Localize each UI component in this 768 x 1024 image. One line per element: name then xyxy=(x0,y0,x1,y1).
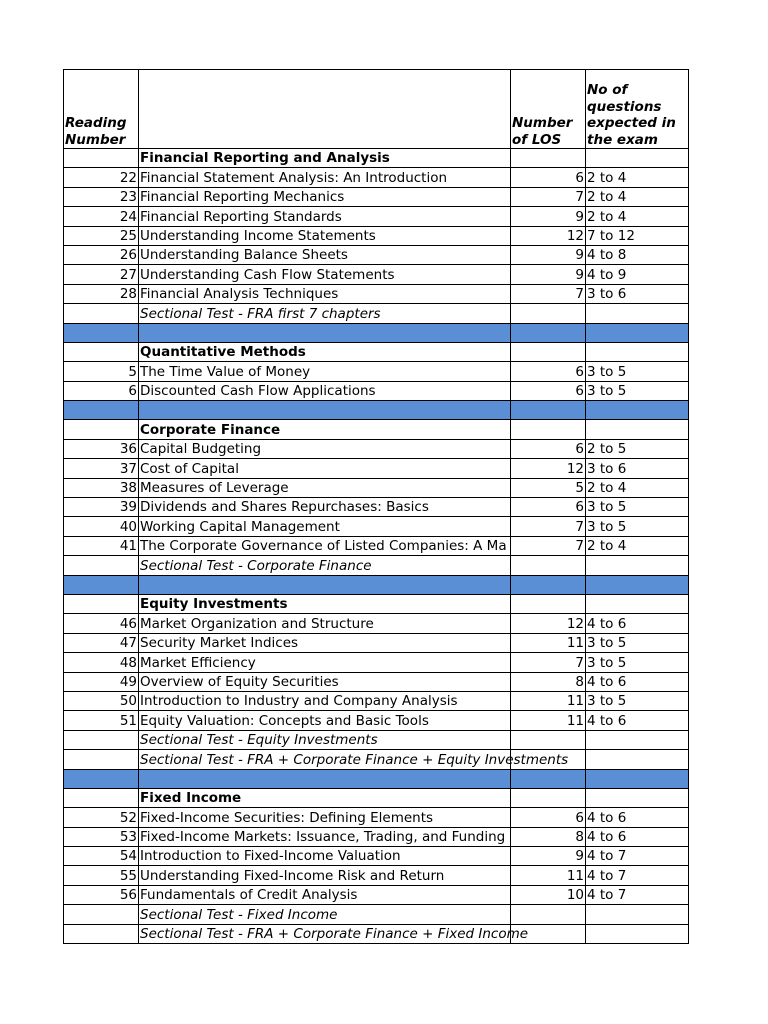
reading-number[interactable]: 56 xyxy=(64,885,139,904)
reading-title[interactable]: Fixed-Income Securities: Defining Elements xyxy=(139,808,511,827)
questions-range[interactable]: 3 to 5 xyxy=(586,691,689,710)
reading-title[interactable]: Market Efficiency xyxy=(139,653,511,672)
sectional-test-row xyxy=(64,730,689,749)
cell[interactable] xyxy=(139,575,511,594)
cell[interactable] xyxy=(586,149,689,168)
header-row xyxy=(64,70,689,149)
cell[interactable] xyxy=(586,401,689,420)
reading-number[interactable]: 41 xyxy=(64,536,139,555)
section-row xyxy=(64,420,689,439)
cell[interactable] xyxy=(586,788,689,807)
reading-row xyxy=(64,614,689,633)
reading-row xyxy=(64,653,689,672)
reading-title[interactable]: Measures of Leverage xyxy=(139,478,511,497)
questions-range[interactable]: 4 to 6 xyxy=(586,808,689,827)
questions-range[interactable]: 4 to 6 xyxy=(586,614,689,633)
cell[interactable] xyxy=(64,905,139,924)
cell[interactable] xyxy=(64,323,139,342)
cell[interactable] xyxy=(586,575,689,594)
los-count[interactable]: 7 xyxy=(511,517,586,536)
reading-number[interactable]: 48 xyxy=(64,653,139,672)
reading-title[interactable]: Financial Statement Analysis: An Introduction xyxy=(139,168,511,187)
los-count[interactable]: 6 xyxy=(511,439,586,458)
cell[interactable] xyxy=(586,769,689,788)
reading-row xyxy=(64,808,689,827)
reading-title[interactable]: Dividends and Shares Repurchases: Basics xyxy=(139,498,511,517)
separator-row xyxy=(64,323,689,342)
cell[interactable] xyxy=(586,905,689,924)
reading-row xyxy=(64,284,689,303)
los-count[interactable]: 8 xyxy=(511,672,586,691)
reading-title[interactable]: Understanding Cash Flow Statements xyxy=(139,265,511,284)
reading-title[interactable]: Introduction to Industry and Company Analysis xyxy=(139,691,511,710)
reading-number[interactable]: 53 xyxy=(64,827,139,846)
section-row xyxy=(64,788,689,807)
separator-row xyxy=(64,575,689,594)
section-row xyxy=(64,149,689,168)
reading-number[interactable]: 23 xyxy=(64,187,139,206)
header-num-los[interactable]: Number of LOS xyxy=(511,70,586,149)
los-count[interactable]: 9 xyxy=(511,265,586,284)
los-count[interactable]: 6 xyxy=(511,381,586,400)
questions-range[interactable]: 4 to 7 xyxy=(586,866,689,885)
reading-number[interactable]: 24 xyxy=(64,207,139,226)
reading-title[interactable]: Equity Valuation: Concepts and Basic Tools xyxy=(139,711,511,730)
reading-number[interactable]: 52 xyxy=(64,808,139,827)
test-title[interactable]: Sectional Test - FRA + Corporate Finance + Fixed Income xyxy=(140,926,529,943)
questions-range[interactable]: 3 to 5 xyxy=(586,653,689,672)
los-count[interactable]: 9 xyxy=(511,847,586,866)
reading-number[interactable]: 6 xyxy=(64,381,139,400)
los-count[interactable]: 6 xyxy=(511,498,586,517)
questions-range[interactable]: 3 to 5 xyxy=(586,362,689,381)
separator-row xyxy=(64,401,689,420)
reading-row xyxy=(64,711,689,730)
cell[interactable] xyxy=(511,769,586,788)
sectional-test-row xyxy=(64,556,689,575)
reading-number[interactable]: 51 xyxy=(64,711,139,730)
cell[interactable] xyxy=(64,788,139,807)
reading-number[interactable]: 46 xyxy=(64,614,139,633)
cell[interactable] xyxy=(511,323,586,342)
los-count[interactable]: 12 xyxy=(511,614,586,633)
reading-title[interactable]: Cost of Capital xyxy=(139,459,511,478)
reading-title[interactable]: Introduction to Fixed-Income Valuation xyxy=(139,847,511,866)
questions-range[interactable]: 4 to 6 xyxy=(586,827,689,846)
cell[interactable] xyxy=(511,905,586,924)
reading-row xyxy=(64,691,689,710)
los-count[interactable]: 11 xyxy=(511,691,586,710)
cell[interactable] xyxy=(64,730,139,749)
reading-row xyxy=(64,187,689,206)
cell[interactable] xyxy=(64,769,139,788)
cell[interactable] xyxy=(511,304,586,323)
sectional-test-row xyxy=(64,750,689,769)
reading-number[interactable]: 47 xyxy=(64,633,139,652)
reading-title[interactable]: Understanding Income Statements xyxy=(139,226,511,245)
reading-number[interactable]: 40 xyxy=(64,517,139,536)
reading-title[interactable]: Market Organization and Structure xyxy=(139,614,511,633)
section-row xyxy=(64,594,689,613)
reading-row xyxy=(64,478,689,497)
header-reading-number[interactable]: Reading Number xyxy=(64,70,139,149)
los-count[interactable]: 12 xyxy=(511,459,586,478)
reading-title[interactable]: Working Capital Management xyxy=(139,517,511,536)
los-count[interactable]: 12 xyxy=(511,226,586,245)
table-body xyxy=(64,149,689,944)
cell[interactable] xyxy=(64,149,139,168)
readings-table xyxy=(63,69,689,944)
cell[interactable] xyxy=(511,788,586,807)
los-count[interactable]: 9 xyxy=(511,245,586,264)
section-row xyxy=(64,342,689,361)
cell[interactable] xyxy=(64,556,139,575)
reading-row xyxy=(64,672,689,691)
questions-range[interactable]: 3 to 5 xyxy=(586,381,689,400)
questions-range[interactable]: 2 to 4 xyxy=(586,187,689,206)
cell[interactable] xyxy=(586,323,689,342)
cell[interactable] xyxy=(586,594,689,613)
reading-title[interactable]: The Time Value of Money xyxy=(139,362,511,381)
section-title[interactable]: Corporate Finance xyxy=(139,420,511,439)
questions-range[interactable]: 3 to 6 xyxy=(586,459,689,478)
los-count[interactable]: 5 xyxy=(511,478,586,497)
los-count[interactable]: 10 xyxy=(511,885,586,904)
reading-title[interactable]: Discounted Cash Flow Applications xyxy=(139,381,511,400)
los-count[interactable]: 6 xyxy=(511,168,586,187)
cell[interactable] xyxy=(511,730,586,749)
reading-number[interactable]: 25 xyxy=(64,226,139,245)
reading-number[interactable]: 39 xyxy=(64,498,139,517)
questions-range[interactable]: 3 to 6 xyxy=(586,284,689,303)
los-count[interactable]: 8 xyxy=(511,827,586,846)
questions-range[interactable]: 2 to 4 xyxy=(586,207,689,226)
cell[interactable] xyxy=(511,149,586,168)
reading-number[interactable]: 55 xyxy=(64,866,139,885)
cell[interactable] xyxy=(586,342,689,361)
reading-title[interactable]: Financial Reporting Mechanics xyxy=(139,187,511,206)
reading-number[interactable]: 5 xyxy=(64,362,139,381)
reading-title[interactable]: Financial Analysis Techniques xyxy=(139,284,511,303)
cell[interactable] xyxy=(139,323,511,342)
reading-number[interactable]: 37 xyxy=(64,459,139,478)
reading-row xyxy=(64,265,689,284)
questions-range[interactable]: 3 to 5 xyxy=(586,498,689,517)
questions-range[interactable]: 2 to 5 xyxy=(586,439,689,458)
header-title[interactable] xyxy=(139,70,511,149)
reading-title[interactable]: Security Market Indices xyxy=(139,633,511,652)
reading-row xyxy=(64,245,689,264)
cell[interactable] xyxy=(64,304,139,323)
questions-range[interactable]: 4 to 7 xyxy=(586,847,689,866)
spreadsheet xyxy=(63,69,689,944)
reading-number[interactable]: 38 xyxy=(64,478,139,497)
reading-row xyxy=(64,633,689,652)
test-title[interactable]: Sectional Test - Fixed Income xyxy=(139,905,511,924)
sectional-test-row xyxy=(64,304,689,323)
los-count[interactable]: 7 xyxy=(511,187,586,206)
cell[interactable] xyxy=(139,769,511,788)
reading-row xyxy=(64,536,689,555)
reading-title[interactable]: Understanding Fixed-Income Risk and Return xyxy=(139,866,511,885)
reading-title[interactable]: Understanding Balance Sheets xyxy=(139,245,511,264)
questions-range[interactable]: 4 to 7 xyxy=(586,885,689,904)
reading-title[interactable]: Financial Reporting Standards xyxy=(139,207,511,226)
cell[interactable] xyxy=(64,342,139,361)
cell[interactable] xyxy=(511,556,586,575)
section-title[interactable]: Equity Investments xyxy=(139,594,511,613)
questions-range[interactable]: 4 to 6 xyxy=(586,672,689,691)
questions-range[interactable]: 3 to 5 xyxy=(586,633,689,652)
test-title[interactable]: Sectional Test - Corporate Finance xyxy=(139,556,511,575)
cell[interactable] xyxy=(586,304,689,323)
reading-row xyxy=(64,226,689,245)
test-title[interactable]: Sectional Test - FRA first 7 chapters xyxy=(139,304,511,323)
questions-range[interactable]: 2 to 4 xyxy=(586,536,689,555)
cell[interactable] xyxy=(139,401,511,420)
reading-row xyxy=(64,827,689,846)
reading-number[interactable]: 54 xyxy=(64,847,139,866)
reading-row xyxy=(64,381,689,400)
reading-number[interactable]: 28 xyxy=(64,284,139,303)
cell[interactable] xyxy=(586,750,689,769)
reading-row xyxy=(64,439,689,458)
cell[interactable] xyxy=(586,420,689,439)
reading-row xyxy=(64,207,689,226)
section-title[interactable]: Financial Reporting and Analysis xyxy=(139,149,511,168)
reading-title[interactable]: Overview of Equity Securities xyxy=(139,672,511,691)
reading-row xyxy=(64,885,689,904)
reading-number[interactable]: 50 xyxy=(64,691,139,710)
cell[interactable] xyxy=(64,401,139,420)
reading-row xyxy=(64,517,689,536)
cell[interactable] xyxy=(511,594,586,613)
sectional-test-row xyxy=(64,924,689,943)
cell[interactable] xyxy=(64,594,139,613)
section-title[interactable]: Fixed Income xyxy=(139,788,511,807)
reading-row xyxy=(64,847,689,866)
cell[interactable] xyxy=(586,730,689,749)
reading-title[interactable]: Capital Budgeting xyxy=(139,439,511,458)
cell[interactable] xyxy=(64,924,139,943)
test-title[interactable]: Sectional Test - FRA + Corporate Finance + Equity Investments xyxy=(140,751,569,768)
reading-row xyxy=(64,168,689,187)
los-count[interactable]: 11 xyxy=(511,866,586,885)
los-count[interactable]: 6 xyxy=(511,808,586,827)
section-title[interactable]: Quantitative Methods xyxy=(139,342,511,361)
cell[interactable] xyxy=(586,556,689,575)
cell[interactable] xyxy=(64,575,139,594)
reading-number[interactable]: 49 xyxy=(64,672,139,691)
questions-range[interactable]: 3 to 5 xyxy=(586,517,689,536)
los-count[interactable]: 7 xyxy=(511,653,586,672)
reading-number[interactable]: 22 xyxy=(64,168,139,187)
reading-row xyxy=(64,866,689,885)
questions-range[interactable]: 2 to 4 xyxy=(586,168,689,187)
cell[interactable] xyxy=(64,750,139,769)
questions-range[interactable]: 4 to 9 xyxy=(586,265,689,284)
separator-row xyxy=(64,769,689,788)
cell[interactable] xyxy=(511,420,586,439)
sectional-test-row xyxy=(64,905,689,924)
test-title[interactable]: Sectional Test - Equity Investments xyxy=(139,730,511,749)
header-questions[interactable]: No of questions expected in the exam xyxy=(586,70,689,149)
questions-range[interactable]: 7 to 12 xyxy=(586,226,689,245)
reading-number[interactable]: 26 xyxy=(64,245,139,264)
los-count[interactable]: 6 xyxy=(511,362,586,381)
los-count[interactable]: 7 xyxy=(511,284,586,303)
reading-row xyxy=(64,498,689,517)
questions-range[interactable]: 2 to 4 xyxy=(586,478,689,497)
cell[interactable] xyxy=(586,924,689,943)
cell[interactable] xyxy=(64,420,139,439)
los-count[interactable]: 11 xyxy=(511,633,586,652)
reading-title[interactable]: Fixed-Income Markets: Issuance, Trading, and Funding xyxy=(139,827,511,846)
questions-range[interactable]: 4 to 6 xyxy=(586,711,689,730)
los-count[interactable]: 7 xyxy=(511,536,586,555)
reading-row xyxy=(64,362,689,381)
los-count[interactable]: 9 xyxy=(511,207,586,226)
reading-number[interactable]: 27 xyxy=(64,265,139,284)
cell[interactable] xyxy=(511,401,586,420)
los-count[interactable]: 11 xyxy=(511,711,586,730)
cell[interactable] xyxy=(511,575,586,594)
cell[interactable] xyxy=(511,342,586,361)
reading-row xyxy=(64,459,689,478)
reading-title[interactable]: The Corporate Governance of Listed Companies: A Ma xyxy=(139,536,511,555)
reading-number[interactable]: 36 xyxy=(64,439,139,458)
reading-title[interactable]: Fundamentals of Credit Analysis xyxy=(139,885,511,904)
questions-range[interactable]: 4 to 8 xyxy=(586,245,689,264)
